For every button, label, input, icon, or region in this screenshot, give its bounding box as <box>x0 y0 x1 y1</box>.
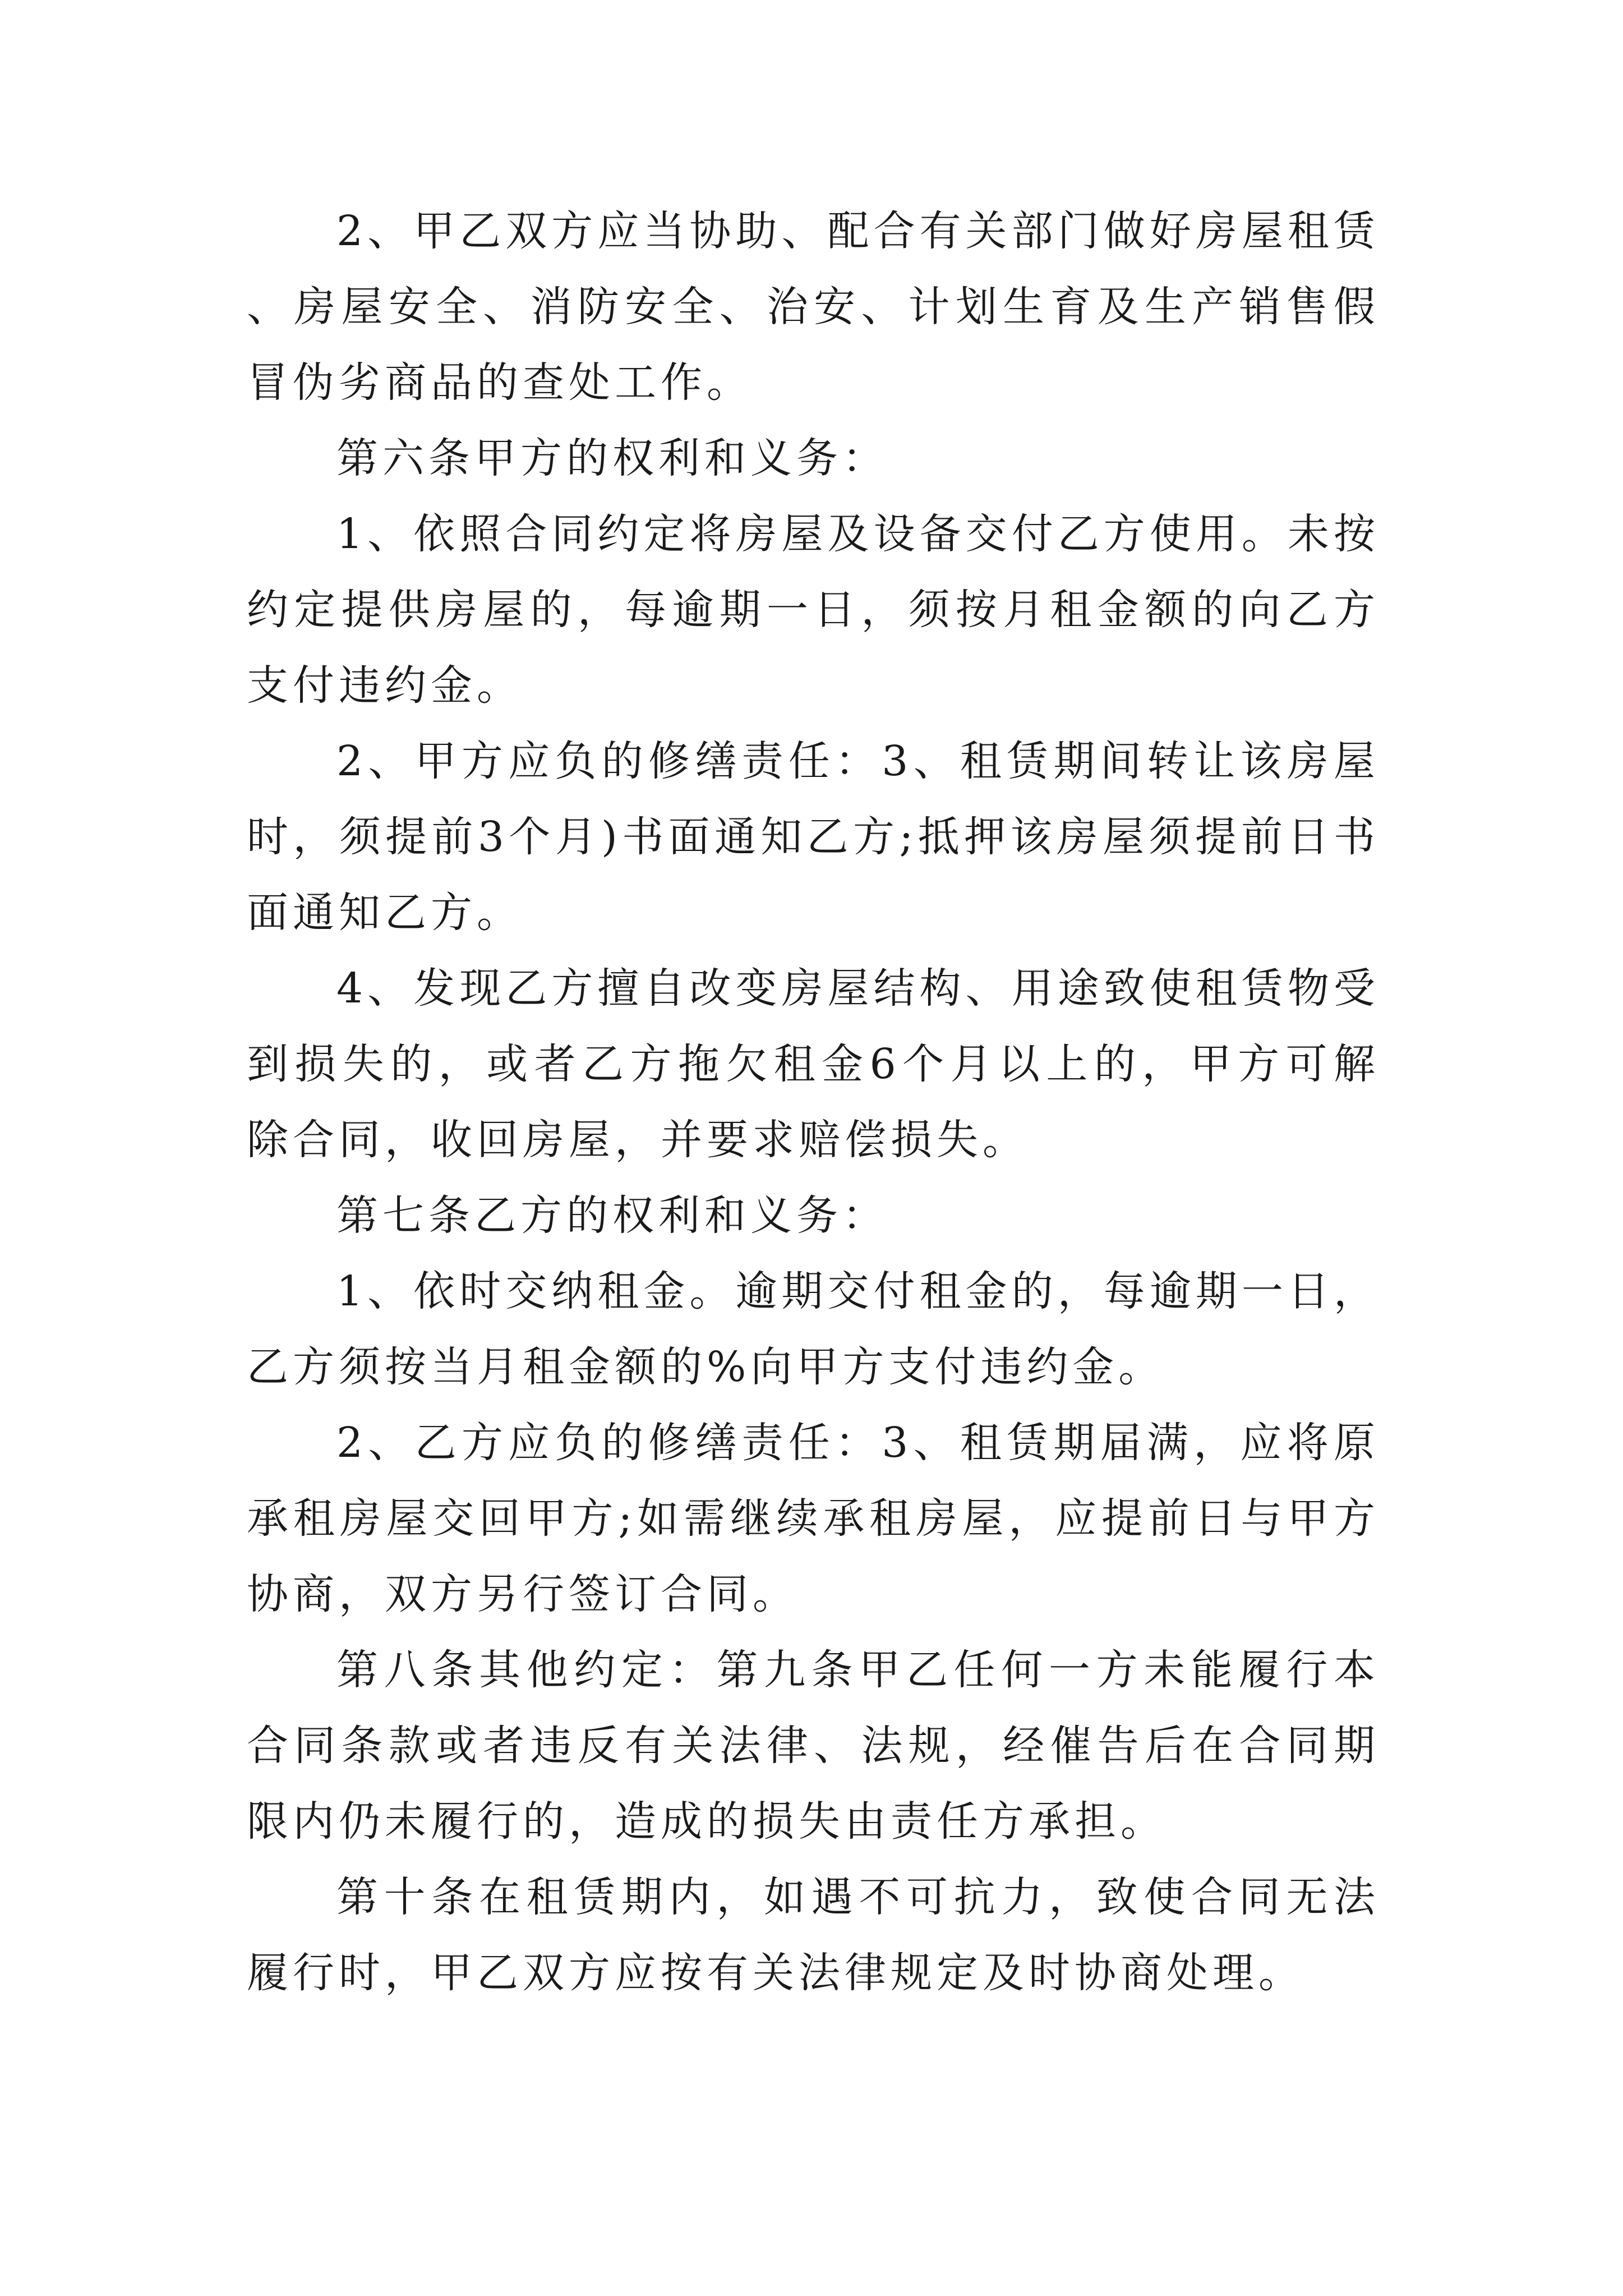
article-7-heading: 第七条乙方的权利和义务： <box>336 1191 888 1240</box>
paragraph-cooperation-duty: 2、甲乙双方应当协助、配合有关部门做好房屋租赁、房屋安全、消防安全、治安、计划生育及生产销售假冒伪劣商品的查处工作。 <box>247 207 1380 407</box>
paragraph-tenant-repair-return: 2、乙方应负的修缮责任：3、租赁期届满，应将原承租房屋交回甲方;如需继续承租房屋，应提前日与甲方协商，双方另行签订合同。 <box>247 1419 1380 1618</box>
article-6-heading: 第六条甲方的权利和义务： <box>336 434 888 482</box>
document-body <box>247 194 1380 2011</box>
article-10-paragraph: 第十条在租赁期内，如遇不可抗力，致使合同无法履行时，甲乙双方应按有关法律规定及时协商处理。 <box>247 1873 1380 1997</box>
paragraph-rent-payment: 1、依时交纳租金。逾期交付租金的，每逾期一日，乙方须按当月租金额的%向甲方支付违约金。 <box>247 1267 1380 1391</box>
paragraph-delivery-duty: 1、依照合同约定将房屋及设备交付乙方使用。未按约定提供房屋的，每逾期一日，须按月租金额的向乙方支付违约金。 <box>247 510 1380 710</box>
paragraph-repair-transfer: 2、甲方应负的修缮责任：3、租赁期间转让该房屋时，须提前3个月)书面通知乙方;抵押该房屋须提前日书面通知乙方。 <box>247 737 1380 937</box>
article-8-9-paragraph: 第八条其他约定：第九条甲乙任何一方未能履行本合同条款或者违反有关法律、法规，经催告后在合同期限内仍未履行的，造成的损失由责任方承担。 <box>247 1646 1380 1846</box>
paragraph-termination-right: 4、发现乙方擅自改变房屋结构、用途致使租赁物受到损失的，或者乙方拖欠租金6个月以上的，甲方可解除合同，收回房屋，并要求赔偿损失。 <box>247 964 1380 1164</box>
